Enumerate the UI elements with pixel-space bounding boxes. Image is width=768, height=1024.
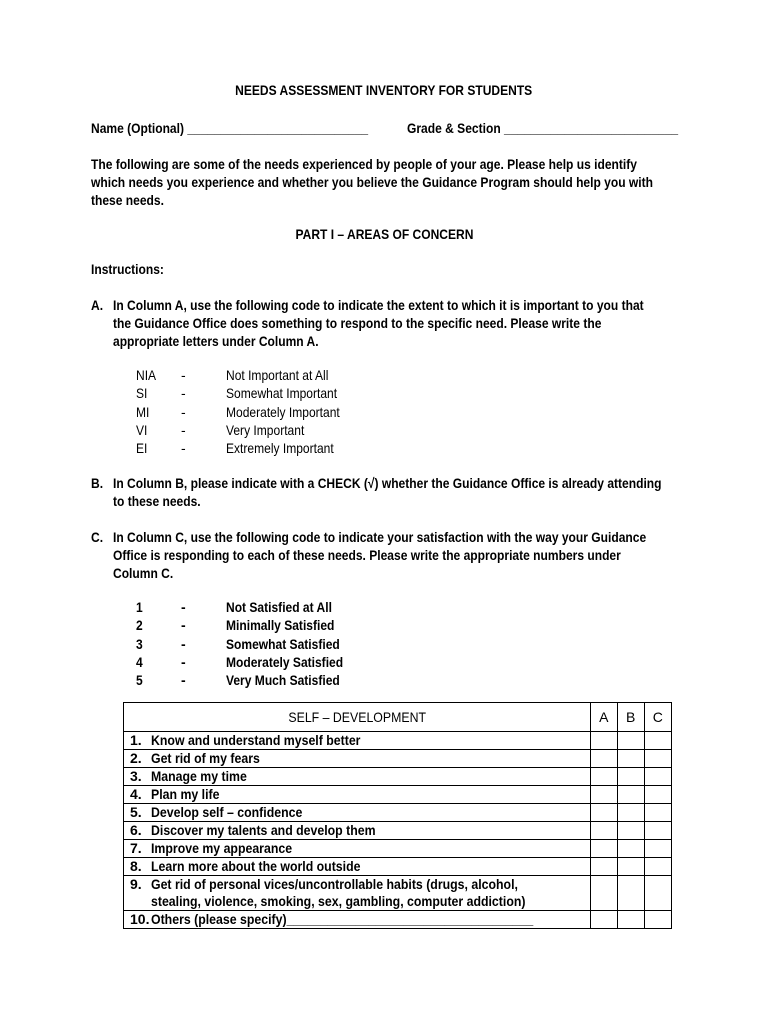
instruction-item-b (91, 474, 677, 510)
code-row (136, 366, 677, 384)
table-row (124, 876, 672, 911)
table-row (124, 822, 672, 840)
code-meaning: Moderately Important (226, 403, 340, 420)
cell-a-input[interactable] (590, 858, 617, 876)
row-number: 1. (124, 732, 150, 750)
code-key: SI (136, 385, 148, 402)
table-row (124, 804, 672, 822)
code-meaning: Somewhat Important (226, 385, 338, 402)
code-dash: - (181, 403, 186, 420)
row-text: Know and understand myself better (151, 732, 361, 748)
cell-a-input[interactable] (590, 750, 617, 768)
table-header-row (124, 703, 672, 732)
cell-b-input[interactable] (617, 804, 644, 822)
row-text-cell (149, 911, 590, 929)
row-number: 10. (124, 911, 150, 929)
item-line: Office is responding to each of these needs. Please write the appropriate numbers under (113, 546, 621, 563)
code-meaning: Not Important at All (226, 367, 329, 384)
code-row (136, 403, 677, 421)
cell-b-input[interactable] (617, 876, 644, 911)
code-dash: - (181, 635, 186, 652)
cell-b-input[interactable] (617, 822, 644, 840)
code-row (136, 439, 677, 457)
cell-b-input[interactable] (617, 858, 644, 876)
row-text-cell (149, 750, 590, 768)
intro-line: these needs. (91, 192, 164, 209)
row-text-cell (149, 732, 590, 750)
code-key: 4 (136, 653, 143, 670)
row-text-cell (149, 858, 590, 876)
code-dash: - (181, 599, 186, 616)
row-text: Discover my talents and develop them (151, 822, 377, 838)
item-line: In Column C, use the following code to indicate your satisfaction with the way your Guidance (113, 528, 647, 545)
cell-b-input[interactable] (617, 732, 644, 750)
table-row (124, 786, 672, 804)
code-key: 3 (136, 635, 143, 652)
cell-c-input[interactable] (644, 840, 671, 858)
item-letter: A. (91, 296, 104, 313)
instruction-item-c (91, 528, 677, 583)
row-text-cell (149, 840, 590, 858)
row-text: Get rid of personal vices/uncontrollable habits (drugs, alcohol, (151, 876, 519, 892)
code-row (136, 616, 677, 634)
row-text: Plan my life (151, 786, 220, 802)
cell-b-input[interactable] (617, 750, 644, 768)
row-text-cell (149, 768, 590, 786)
code-dash: - (181, 653, 186, 670)
row-text-cell (149, 822, 590, 840)
intro-line: which needs you experience and whether you believe the Guidance Program should help you with (91, 174, 653, 191)
name-grade-row (91, 120, 677, 138)
table-header-self-development (124, 703, 591, 732)
code-key: EI (136, 439, 148, 456)
code-row (136, 384, 677, 402)
row-number: 7. (124, 840, 150, 858)
code-meaning: Extremely Important (226, 439, 334, 456)
code-row (136, 421, 677, 439)
cell-c-input[interactable] (644, 768, 671, 786)
cell-a-input[interactable] (590, 876, 617, 911)
cell-a-input[interactable] (590, 732, 617, 750)
cell-b-input[interactable] (617, 840, 644, 858)
column-a-header: A (590, 703, 617, 732)
satisfaction-code-list (136, 598, 677, 689)
code-row (136, 671, 677, 689)
code-row (136, 635, 677, 653)
cell-c-input[interactable] (644, 804, 671, 822)
cell-c-input[interactable] (644, 732, 671, 750)
cell-a-input[interactable] (590, 786, 617, 804)
part-title (91, 226, 677, 244)
row-text: Improve my appearance (151, 840, 293, 856)
code-key: VI (136, 421, 148, 438)
intro-line: The following are some of the needs experienced by people of your age. Please help us identify (91, 156, 637, 172)
code-meaning: Minimally Satisfied (226, 617, 335, 634)
cell-a-input[interactable] (590, 840, 617, 858)
cell-c-input[interactable] (644, 786, 671, 804)
instructions-text: Instructions: (91, 260, 164, 277)
row-text-continued: stealing, violence, smoking, sex, gambling, computer addiction) (151, 893, 526, 909)
name-field-label: Name (Optional) ___________________________ (91, 120, 369, 136)
row-text: Develop self – confidence (151, 804, 303, 820)
cell-a-input[interactable] (590, 768, 617, 786)
item-letter: C. (91, 528, 104, 545)
item-line: In Column A, use the following code to indicate the extent to which it is important to you that (113, 296, 644, 313)
cell-a-input[interactable] (590, 822, 617, 840)
row-number: 5. (124, 804, 150, 822)
code-dash: - (181, 617, 186, 634)
row-text: Learn more about the world outside (151, 858, 361, 874)
code-dash: - (181, 367, 186, 384)
importance-code-list (136, 366, 677, 457)
table-row (124, 768, 672, 786)
row-text: Manage my time (151, 768, 248, 784)
cell-c-input[interactable] (644, 876, 671, 911)
item-line: appropriate letters under Column A. (113, 333, 319, 350)
cell-b-input[interactable] (617, 768, 644, 786)
item-line: Column C. (113, 564, 174, 581)
part-title-text: PART I – AREAS OF CONCERN (295, 225, 473, 242)
title-text: NEEDS ASSESSMENT INVENTORY FOR STUDENTS (235, 82, 533, 98)
row-number: 2. (124, 750, 150, 768)
code-key: MI (136, 403, 150, 420)
table-row (124, 732, 672, 750)
code-meaning: Moderately Satisfied (226, 653, 344, 670)
intro-paragraph (91, 155, 677, 210)
row-text-cell (149, 786, 590, 804)
row-text-cell (149, 876, 590, 911)
table-row (124, 750, 672, 768)
code-meaning: Very Much Satisfied (226, 671, 340, 688)
column-c-header: C (644, 703, 671, 732)
instructions-label (91, 261, 677, 279)
self-development-table (123, 702, 672, 929)
cell-c-input[interactable] (644, 750, 671, 768)
cell-b-input[interactable] (617, 911, 644, 929)
code-key: 2 (136, 617, 143, 634)
code-dash: - (181, 385, 186, 402)
item-letter: B. (91, 475, 104, 492)
row-text: Get rid of my fears (151, 750, 261, 766)
table-row (124, 858, 672, 876)
row-number: 6. (124, 822, 150, 840)
row-number: 4. (124, 786, 150, 804)
row-number: 8. (124, 858, 150, 876)
row-number: 3. (124, 768, 150, 786)
code-key: 1 (136, 599, 143, 616)
table-row (124, 911, 672, 929)
item-line: to these needs. (113, 493, 201, 510)
document-title (91, 82, 677, 100)
cell-b-input[interactable] (617, 786, 644, 804)
cell-c-input[interactable] (644, 858, 671, 876)
table-row (124, 840, 672, 858)
instruction-item-a (91, 296, 677, 351)
code-row (136, 598, 677, 616)
code-dash: - (181, 421, 186, 438)
code-dash: - (181, 439, 186, 456)
item-line: In Column B, please indicate with a CHECK (√) whether the Guidance Office is already attending (113, 475, 662, 492)
cell-a-input[interactable] (590, 911, 617, 929)
code-dash: - (181, 671, 186, 688)
table-header-text: SELF – DEVELOPMENT (288, 708, 426, 725)
row-number: 9. (124, 876, 150, 911)
row-text: Others (please specify)____________________________________ (151, 911, 534, 927)
item-line: the Guidance Office does something to respond to the specific need. Please write the (113, 314, 602, 331)
cell-c-input[interactable] (644, 911, 671, 929)
code-key: NIA (136, 367, 157, 384)
cell-c-input[interactable] (644, 822, 671, 840)
code-meaning: Not Satisfied at All (226, 599, 332, 616)
code-meaning: Very Important (226, 421, 305, 438)
cell-a-input[interactable] (590, 804, 617, 822)
code-key: 5 (136, 671, 143, 688)
grade-section-field-label: Grade & Section __________________________ (407, 120, 679, 136)
code-row (136, 653, 677, 671)
row-text-cell (149, 804, 590, 822)
column-b-header: B (617, 703, 644, 732)
code-meaning: Somewhat Satisfied (226, 635, 340, 652)
